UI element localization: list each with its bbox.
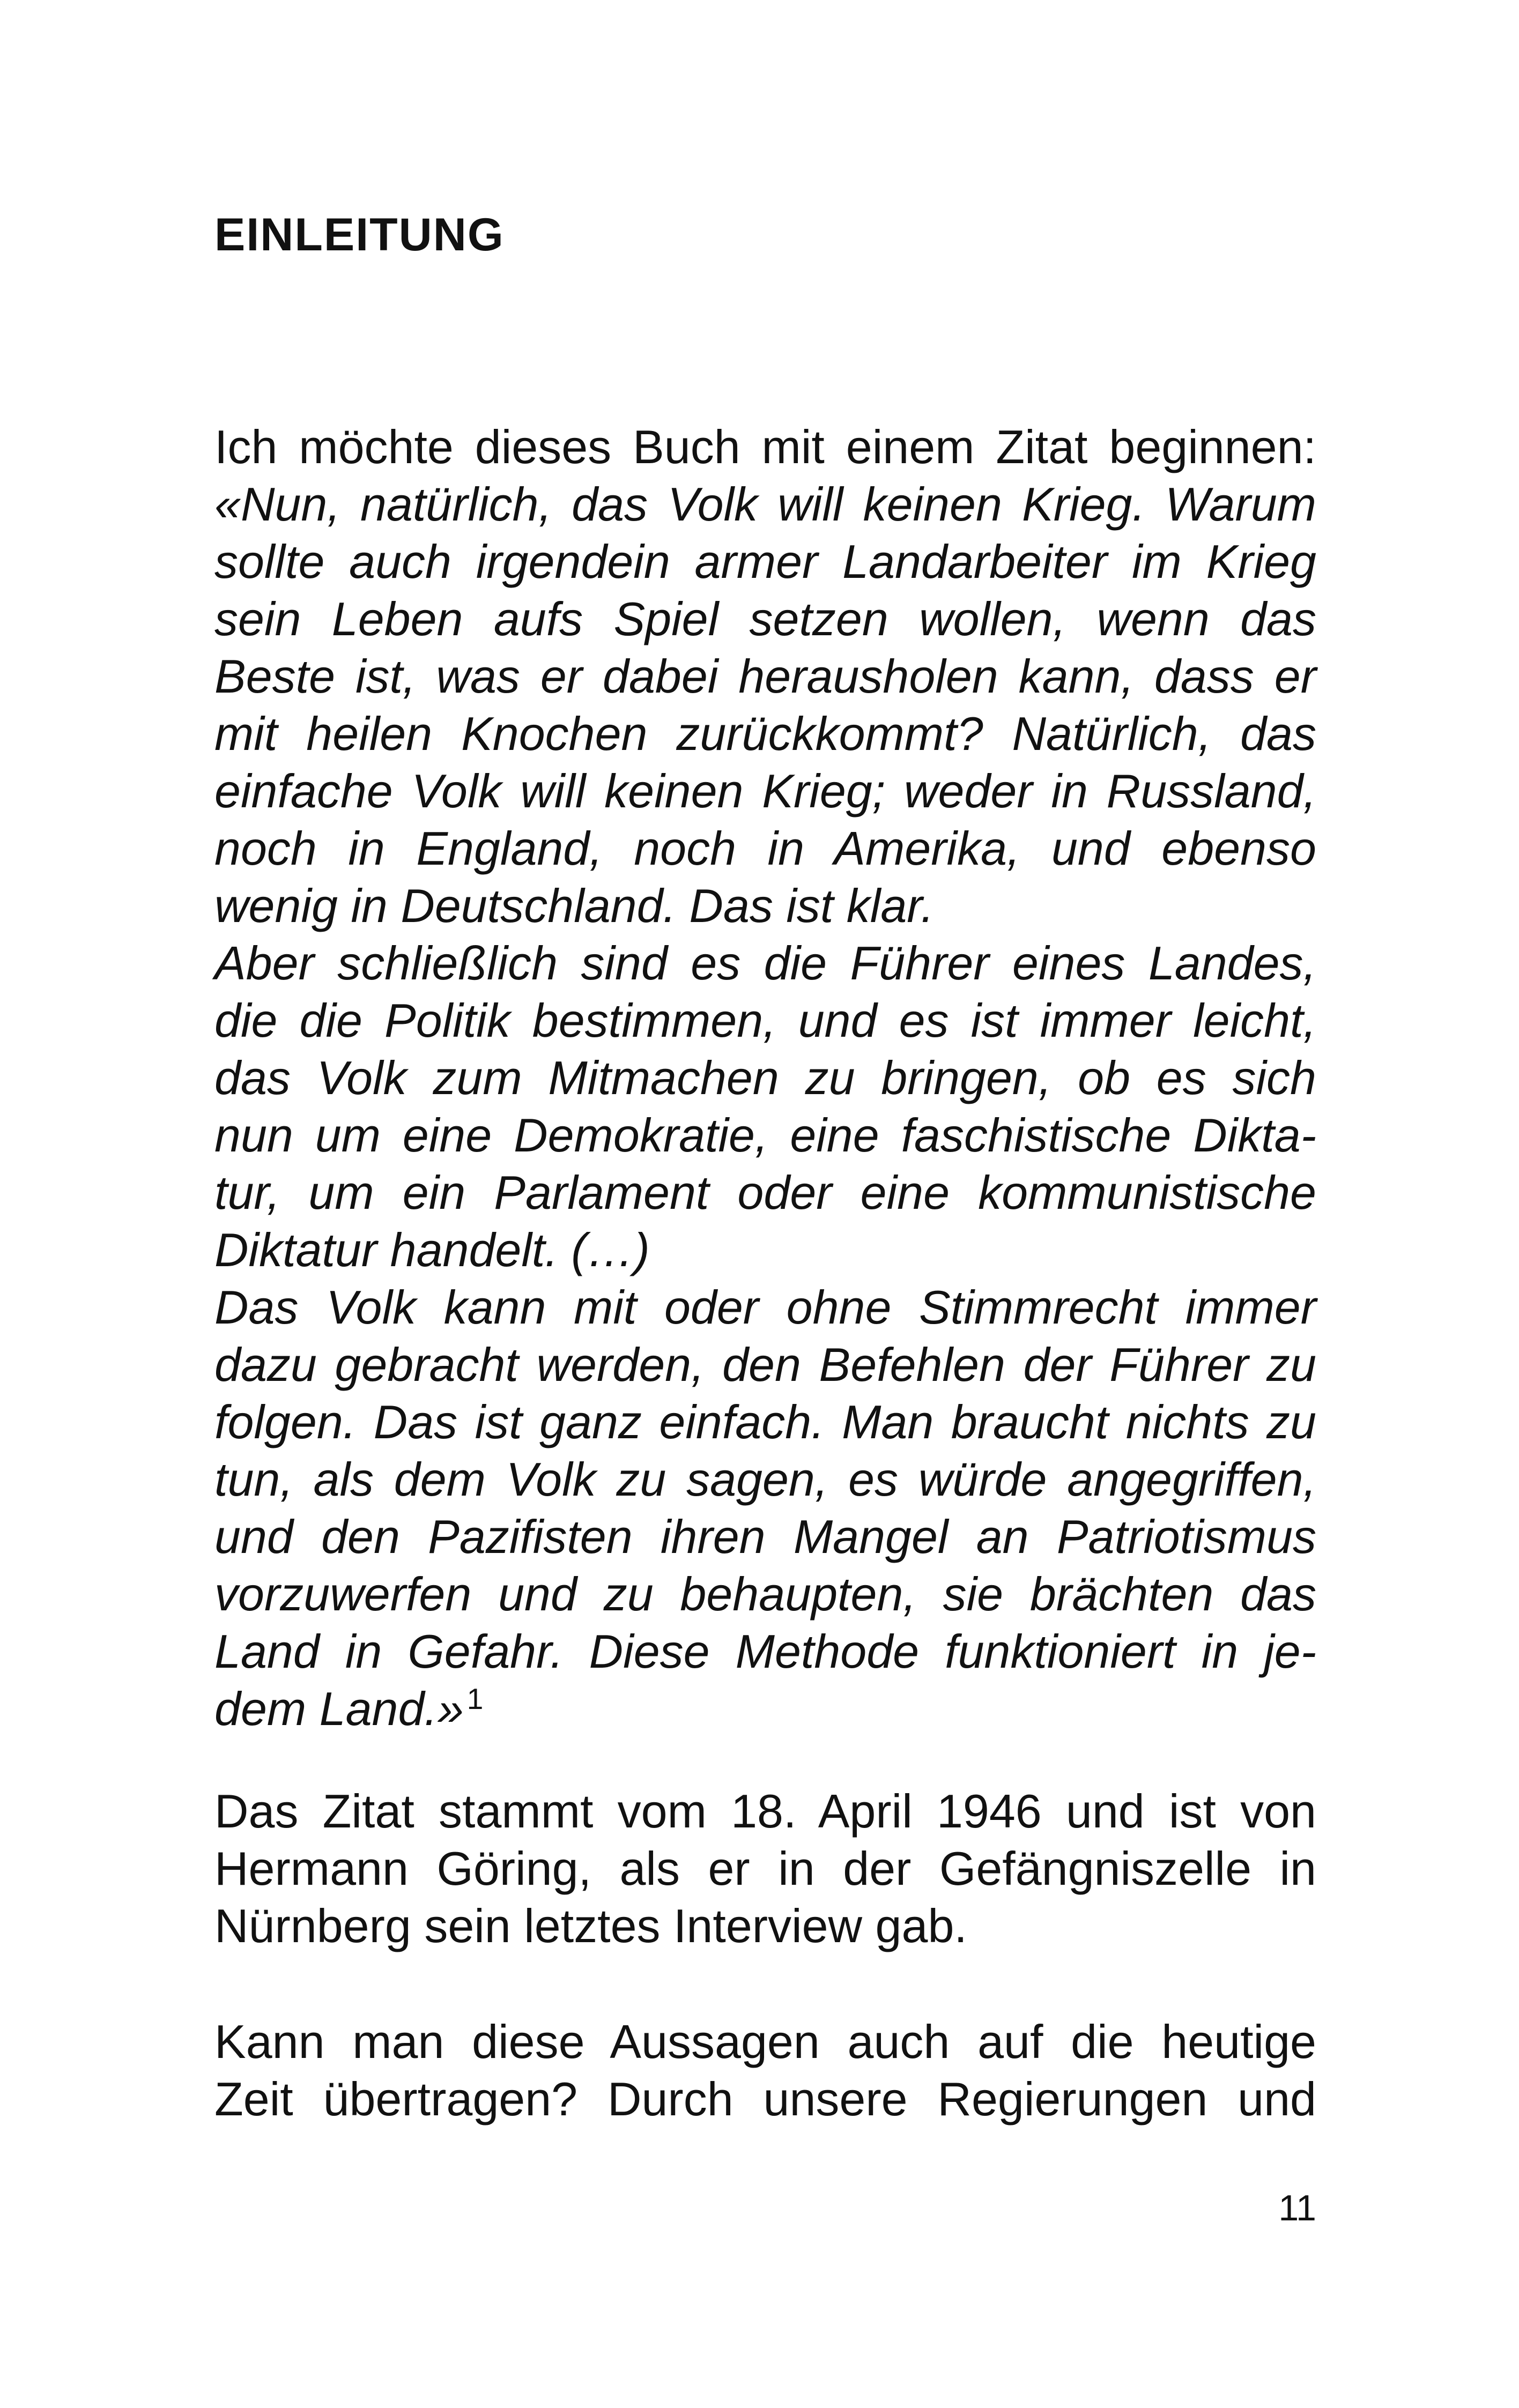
quote-line: einfache Volk will keinen Krieg; weder in Russland, [214,764,1316,817]
quote-line: und den Pazifisten ihren Mangel an Patriotismus [214,1510,1316,1563]
quote-last-line [214,1680,1316,1737]
quote-line-text: dem Land.» [214,1682,464,1735]
quote-line: «Nun, natürlich, das Volk will keinen Krieg. Warum [214,478,1316,531]
quote-line: Diktatur handelt. (…) [214,1223,650,1276]
quote-line: Aber schließlich sind es die Führer eines Landes, [214,937,1316,990]
quote-line: tun, als dem Volk zu sagen, es würde angegriffen, [214,1453,1316,1506]
quote-block [214,475,1316,1737]
quote-line: Beste ist, was er dabei herausholen kann, dass er [214,650,1316,703]
quote-line: Land in Gefahr. Diese Methode funktioniert in je- [214,1625,1316,1678]
source-paragraph [214,1782,1316,1954]
quote-line: noch in England, noch in Amerika, und ebenso [214,822,1316,875]
source-line: Nürnberg sein letztes Interview gab. [214,1899,967,1952]
source-line: Hermann Göring, als er in der Gefängniszelle in [214,1842,1316,1895]
page-number: 11 [1278,2188,1316,2228]
quote-line: dazu gebracht werden, den Befehlen der Führer zu [214,1338,1316,1391]
question-paragraph [214,2013,1316,2128]
quote-line: sollte auch irgendein armer Landarbeiter im Krieg [214,535,1316,588]
quote-line: das Volk zum Mitmachen zu bringen, ob es sich [214,1051,1316,1104]
intro-line: Ich möchte dieses Buch mit einem Zitat beginnen: [214,420,1316,473]
question-line: Kann man diese Aussagen auch auf die heutige [214,2015,1316,2068]
quote-line: tur, um ein Parlament oder eine kommunistische [214,1166,1316,1219]
quote-paragraph-3 [214,1279,1316,1737]
quote-line: wenig in Deutschland. Das ist klar. [214,879,934,932]
quote-paragraph-1 [214,475,1316,934]
chapter-heading: EINLEITUNG [214,209,505,261]
quote-line: nun um eine Demokratie, eine faschistische Dikta- [214,1109,1316,1162]
quote-line: Das Volk kann mit oder ohne Stimmrecht immer [214,1281,1316,1334]
quote-line: mit heilen Knochen zurückkommt? Natürlich, das [214,707,1316,760]
question-line: Zeit übertragen? Durch unsere Regierungen und [214,2072,1316,2125]
quote-paragraph-2 [214,934,1316,1279]
quote-line: folgen. Das ist ganz einfach. Man braucht nichts zu [214,1395,1316,1448]
quote-line: die die Politik bestimmen, und es ist immer leicht, [214,994,1316,1047]
footnote-marker[interactable]: 1 [466,1682,484,1715]
quote-line: vorzuwerfen und zu behaupten, sie brächten das [214,1567,1316,1621]
quote-line: sein Leben aufs Spiel setzen wollen, wenn das [214,592,1316,645]
source-line: Das Zitat stammt vom 18. April 1946 und ist von [214,1785,1316,1838]
intro-block [214,418,1316,1737]
